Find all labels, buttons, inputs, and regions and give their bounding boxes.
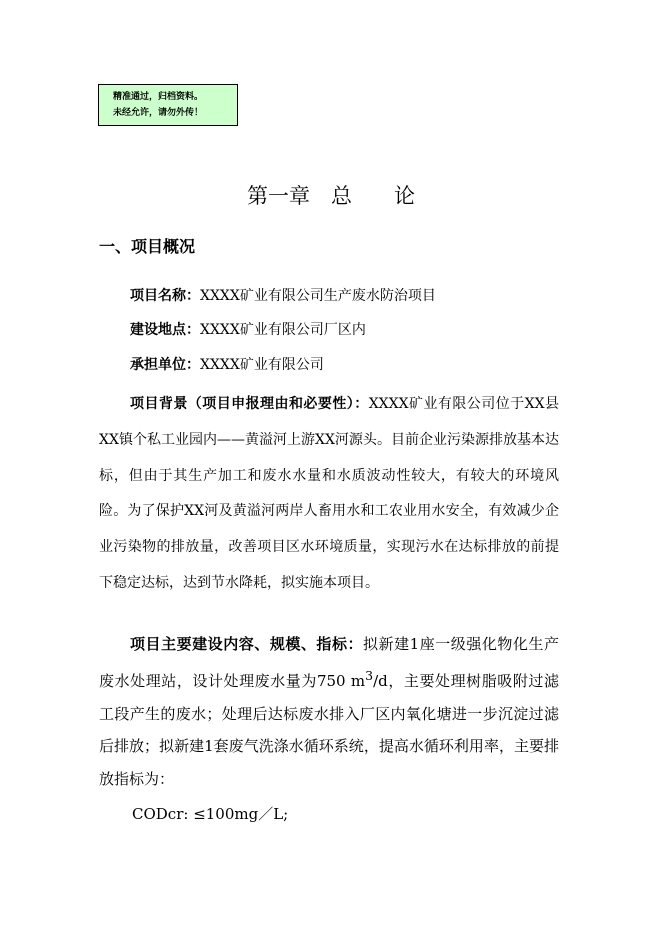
field-unit bbox=[130, 353, 324, 377]
codcr-indicator: CODcr: ≤100mg／L; bbox=[132, 805, 289, 823]
background-label: 项目背景（项目申报理由和必要性）： bbox=[130, 396, 369, 412]
stamp-line-1: 精准通过，归档资料。 bbox=[113, 92, 204, 102]
field-label: 建设地点： bbox=[130, 322, 200, 338]
main-content-label: 项目主要建设内容、规模、指标： bbox=[130, 635, 364, 653]
background-text: XXXX矿业有限公司位于XX县XX镇个私工业园内——黄溢河上游XX河源头。目前企业污染源排放基本达标，但由于其生产加工和废水水量和水质波动性较大，有较大的环境风险。为了保护XX河及黄溢河两岸人畜用水和工农业用水安全，有效减少企业污染物的排放量，改善项目区水环境质量，实现污水在达标排放的前提下稳定达标，达到节水降耗，拟实施本项目。 bbox=[99, 396, 560, 591]
field-value: XXXX矿业有限公司生产废水防治项目 bbox=[200, 288, 436, 304]
stamp-line-2: 未经允许，请勿外传！ bbox=[113, 108, 204, 118]
section-heading: 一、项目概况 bbox=[99, 237, 196, 256]
field-label: 承担单位： bbox=[130, 357, 200, 373]
field-value: XXXX矿业有限公司厂区内 bbox=[200, 322, 366, 338]
main-content-text-before: 拟新建1座一级强化物化生产废水处理站，设计处理废水量为750 m bbox=[99, 635, 559, 691]
main-content-text-after: /d，主要处理树脂吸附过滤工段产生的废水；处理后达标废水排入厂区内氧化塘进一步沉淀过滤后排放；拟新建1套废气洗涤水循环系统，提高水循环利用率，主要排放指标为： bbox=[99, 672, 559, 788]
field-value: XXXX矿业有限公司 bbox=[200, 357, 324, 373]
field-label: 项目名称： bbox=[130, 288, 200, 304]
field-location bbox=[130, 318, 366, 342]
unit-superscript: 3 bbox=[365, 668, 374, 684]
background-paragraph bbox=[99, 387, 559, 602]
internal-use-stamp bbox=[98, 84, 238, 126]
field-project-name bbox=[130, 284, 436, 308]
chapter-title: 第一章 总 论 bbox=[247, 184, 415, 208]
main-content-paragraph bbox=[99, 628, 559, 795]
